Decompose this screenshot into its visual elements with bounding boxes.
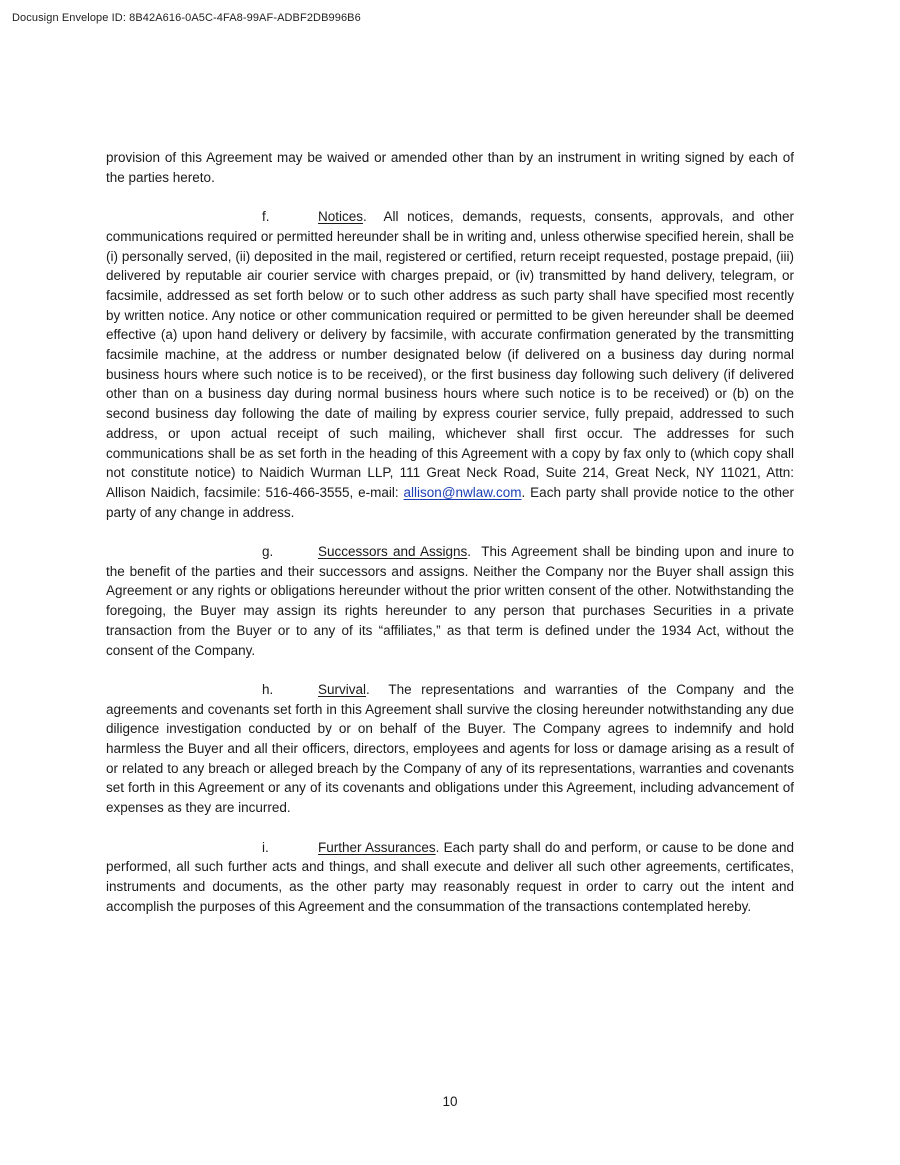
heading-period: . — [467, 544, 472, 560]
section-letter: f. — [262, 209, 270, 225]
heading-period: . — [363, 209, 367, 225]
document-body — [106, 148, 794, 916]
section-survival — [106, 680, 794, 818]
section-text: This Agreement shall be binding upon and inure to the benefit of the parties and their successors and assigns. Neither the Company nor the Buyer shall assign this Agreement or any rights or obligations hereunder without the prior written consent of the other. Notwithstanding the foregoing, the Buyer may assign its rights hereunder to any person that purchases Securities in a private transaction from the Buyer or to any of its “affiliates,” as that term is defined under the 1934 Act, without the consent of the Company. — [106, 544, 794, 658]
section-text-tail: . Each party shall provide notice to the other party of any change in address. — [106, 484, 794, 520]
section-letter: h. — [262, 681, 274, 697]
section-text: All notices, demands, requests, consents, approvals, and other communications required or permitted hereunder shall be in writing and, unless otherwise specified herein, shall be (i) personally served, (ii) deposited in the mail, registered or certified, return receipt requested, postage prepaid, (iii) delivered by reputable air courier service with charges prepaid, or (iv) transmitted by hand delivery, telegram, or facsimile, addressed as set forth below or to such other address as such party shall have specified most recently by written notice. Any notice or other communication required or permitted to be given hereunder shall be deemed effective (a) upon hand delivery or delivery by facsimile, with accurate confirmation generated by the transmitting facsimile machine, at the address or number designated below (if delivered on a business day during normal business hours where such notice is to be received), or the first business day following such delivery (if delivered other than on a business day during normal business hours where such notice is to be received) or (b) on the second business day following the date of mailing by express courier service, fully prepaid, addressed to such address, or upon actual receipt of such mailing, whichever shall first occur. The addresses for such communications shall be as set forth in the heading of this Agreement with a copy by fax only to (which copy shall not constitute notice) to Naidich Wurman LLP, 111 Great Neck Road, Suite 214, Great Neck, NY 11021, Attn: Allison Naidich, facsimile: 516-466-3555, e-mail: — [106, 209, 794, 500]
section-heading-successors: Successors and Assigns — [318, 544, 468, 560]
section-letter: g. — [262, 544, 274, 560]
page-number: 10 — [442, 1094, 458, 1109]
section-heading-further-assurances: Further Assurances — [318, 839, 436, 855]
docusign-envelope-id: Docusign Envelope ID: 8B42A616-0A5C-4FA8-99AF-ADBF2DB996B6 — [12, 12, 361, 24]
heading-period: . — [435, 839, 440, 855]
section-letter: i. — [262, 839, 269, 855]
section-further-assurances — [106, 838, 794, 917]
email-link[interactable]: allison@nwlaw.com — [403, 484, 522, 500]
intro-paragraph: provision of this Agreement may be waived or amended other than by an instrument in writing signed by each of the parties hereto. — [106, 150, 794, 185]
section-heading-survival: Survival — [318, 681, 367, 697]
section-successors-and-assigns — [106, 542, 794, 660]
section-text: The representations and warranties of the Company and the agreements and covenants set forth in this Agreement shall survive the closing hereunder notwithstanding any due diligence investigation conducted by or on behalf of the Buyer. The Company agrees to indemnify and hold harmless the Buyer and all their officers, directors, employees and agents for loss or damage arising as a result of or related to any breach or alleged breach by the Company of any of its representations, warranties and covenants set forth in this Agreement or any of its covenants and obligations under this Agreement, including advancement of expenses as they are incurred. — [106, 681, 794, 816]
section-notices — [106, 207, 794, 522]
heading-period: . — [366, 681, 370, 697]
section-heading-notices: Notices — [318, 209, 364, 225]
section-text: Each party shall do and perform, or cause to be done and performed, all such further acts and things, and shall execute and deliver all such other agreements, certificates, instruments and documents, as the other party may reasonably request in order to carry out the intent and accomplish the purposes of this Agreement and the consummation of the transactions contemplated hereby. — [106, 839, 794, 914]
